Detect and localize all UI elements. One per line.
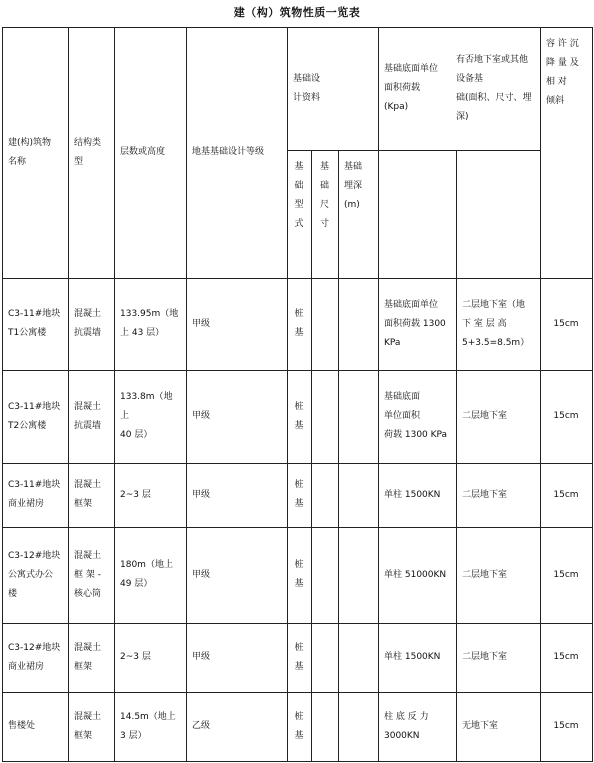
cell-foundation-type: 桩 基 (294, 401, 304, 431)
cell-grade: 甲级 (192, 411, 211, 421)
row-divider-line (2, 761, 593, 762)
cell-floors: 2~3 层 (120, 652, 151, 662)
cell-structure: 混凝土 框架 (74, 480, 102, 509)
cell-settlement: 15cm (553, 318, 579, 329)
cell-foundation-type: 桩 基 (294, 309, 304, 338)
header-foundation-size: 基 础 尺 寸 (319, 162, 329, 229)
cell-settlement: 15cm (553, 652, 579, 662)
cell-basement: 二层地下室 (462, 652, 508, 662)
cell-settlement: 15cm (553, 721, 579, 731)
cell-foundation-type: 桩 基 (294, 711, 304, 741)
cell-load: 单柱 1500KN (384, 652, 441, 662)
header-floors: 层数或高度 (120, 147, 166, 157)
cell-load: 基础底面单位 面积荷载 1300 KPa (384, 299, 446, 348)
cell-structure: 混凝土 框架 (74, 642, 102, 672)
cell-name: C3-11#地块 T2公寓楼 (8, 401, 61, 431)
cell-structure: 混凝土 框 架 - 核心筒 (74, 550, 102, 599)
column-divider-line (592, 27, 593, 761)
cell-basement: 二层地下室 (462, 489, 508, 500)
cell-foundation-type: 桩 基 (294, 560, 304, 589)
cell-foundation-type: 桩 基 (294, 642, 304, 672)
cell-structure: 混凝土 抗震墙 (74, 401, 102, 431)
cell-name: C3-12#地块 公寓式办公 楼 (8, 550, 61, 599)
cell-basement: 二层地下室（地 下 室 层 高 5+3.5=8.5m） (462, 299, 530, 348)
cell-grade: 甲级 (192, 652, 211, 662)
header-foundation-depth: 基础 埋深 (m) (344, 162, 363, 210)
cell-name: 售楼处 (8, 721, 36, 731)
cell-settlement: 15cm (553, 489, 579, 500)
cell-grade: 乙级 (192, 721, 211, 731)
header-settlement: 容 许 沉 降 量 及 相 对 倾斜 (546, 39, 579, 106)
cell-name: C3-11#地块 T1公寓楼 (8, 309, 61, 338)
cell-basement: 无地下室 (462, 721, 499, 731)
cell-grade: 甲级 (192, 318, 211, 329)
cell-floors: 133.8m（地上 40 层） (120, 392, 173, 440)
cell-basement: 二层地下室 (462, 569, 508, 580)
cell-structure: 混凝土 框架 (74, 711, 102, 741)
header-grade: 地基基础设计等级 (192, 147, 265, 157)
cell-load: 基础底面 单位面积 荷载 1300 KPa (384, 392, 448, 440)
header-foundation-type: 基 础 型 式 (294, 162, 304, 229)
cell-load: 单柱 51000KN (384, 569, 447, 580)
header-structure: 结构类 型 (74, 137, 102, 167)
cell-floors: 180m（地上 49 层） (120, 560, 173, 589)
header-foundation-design: 基础设 计资料 (293, 73, 321, 103)
table-title: 建（构）筑物性质一览表 (233, 6, 361, 19)
cell-grade: 甲级 (192, 569, 211, 580)
cell-load: 单柱 1500KN (384, 489, 441, 500)
cell-floors: 133.95m（地 上 43 层） (120, 309, 179, 338)
cell-foundation-type: 桩 基 (294, 480, 304, 509)
cell-settlement: 15cm (553, 569, 579, 580)
cell-name: C3-11#地块 商业裙房 (8, 480, 61, 509)
cell-floors: 14.5m（地上 3 层） (120, 711, 176, 741)
header-basement: 有否地下室或其他设备基 础(面积、尺寸、埋深) (456, 54, 532, 122)
header-name: 建(构)筑物 名称 (8, 137, 52, 167)
cell-structure: 混凝土 抗震墙 (74, 309, 102, 338)
header-bearing: 基础底面单位 面积荷载 (Kpa) (384, 64, 439, 112)
cell-name: C3-12#地块 商业裙房 (8, 642, 61, 672)
cell-grade: 甲级 (192, 489, 211, 500)
cell-floors: 2~3 层 (120, 489, 151, 500)
cell-load: 柱 底 反 力 3000KN (384, 711, 429, 741)
cell-settlement: 15cm (553, 411, 579, 421)
cell-basement: 二层地下室 (462, 411, 508, 421)
